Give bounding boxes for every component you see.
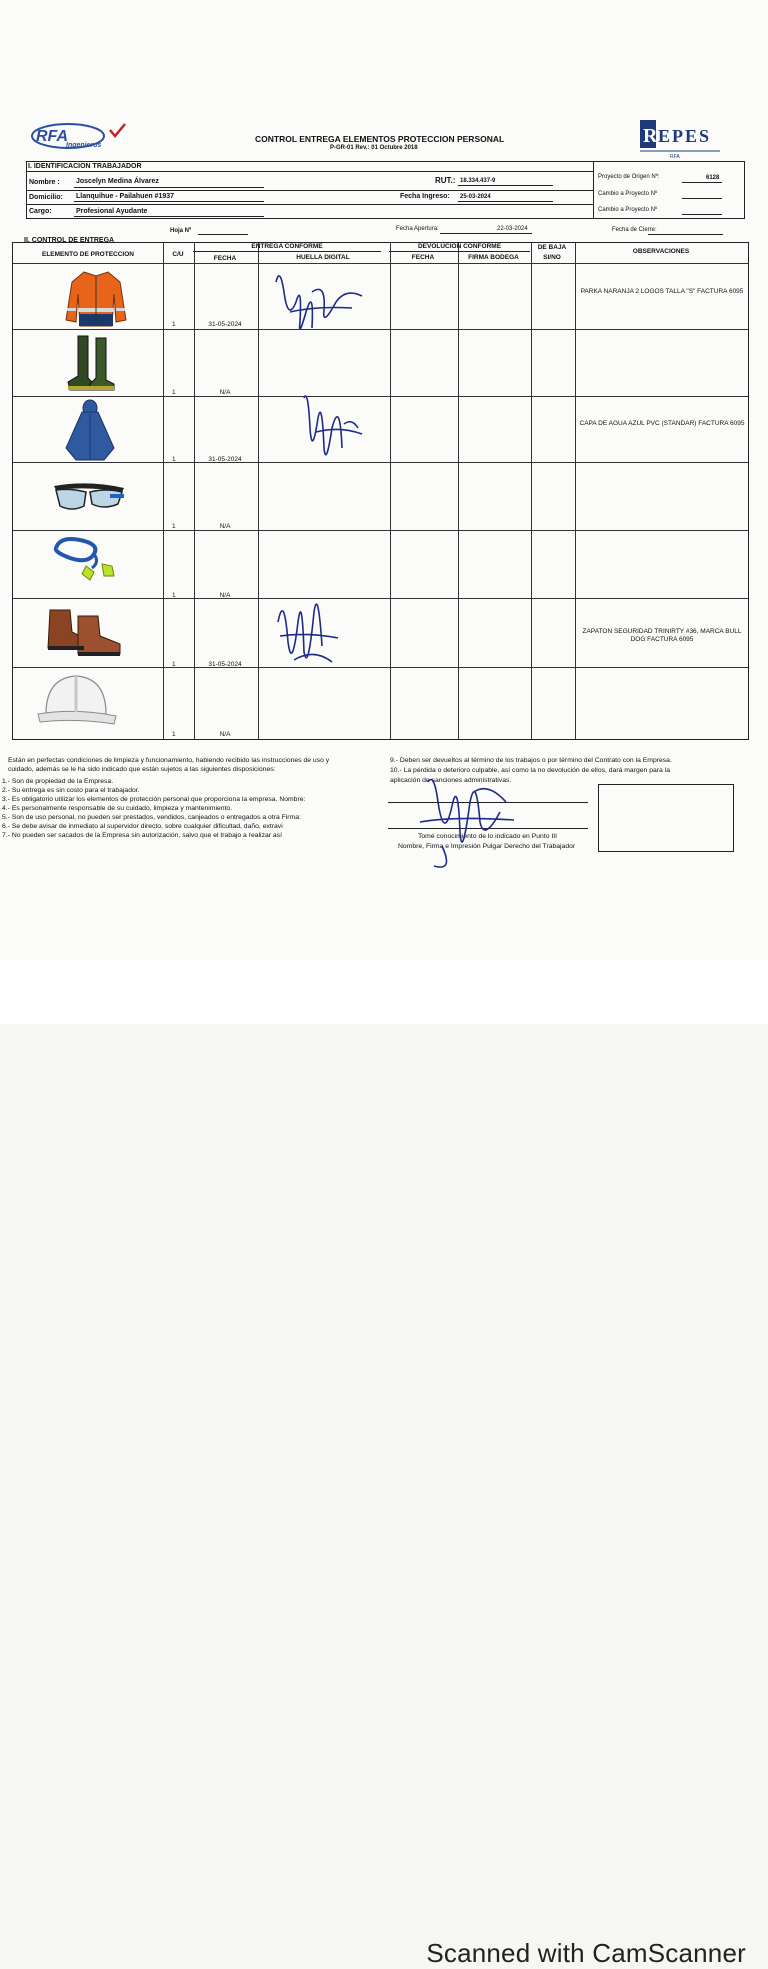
rule-7: 7.- No pueden ser sacados de la Empresa sin autorización, salvo que el trabajo a realizar así: [2, 832, 282, 839]
row-6-fecha: 31-05-2024: [208, 661, 242, 668]
header-devolucion-conforme: DEVOLUCION CONFORME: [417, 243, 502, 250]
camscanner-watermark: Scanned with CamScanner: [426, 1938, 746, 1968]
rule-3: 3.- Es obligatorio utilizar los elementos de protección personal que proporciona la empresa. Nombre:: [2, 796, 306, 803]
row-3-signature: [296, 388, 386, 477]
domicilio-value: Llanquihue - Pailahuen #1937: [76, 193, 175, 200]
thumbprint-box: [598, 784, 734, 852]
rule-4: 4.- Es personalmente responsable de su cuidado, limpieza y mantenimiento.: [2, 805, 233, 812]
row-3-fecha: 31-05-2024: [208, 456, 242, 463]
proyecto-origen-label: Proyecto de Origen Nº:: [598, 174, 660, 180]
row-1-fecha: 31-05-2024: [208, 321, 242, 328]
rule-6: 6.- Se debe avisar de inmediato al supervidor directo, sobre cualquier dificultad, daño, extravi: [2, 823, 283, 830]
work-boots-icon: [44, 606, 124, 663]
safety-glasses-icon: [52, 480, 126, 519]
header-cu: C/U: [172, 251, 184, 258]
header-observaciones: OBSERVACIONES: [632, 248, 690, 255]
cambio-proyecto-1-label: Cambio a Proyecto Nº: [598, 191, 658, 197]
safety-jacket-icon: [64, 268, 128, 333]
hoja-label: Hoja Nº: [170, 228, 192, 234]
cambio-proyecto-2-label: Cambio a Proyecto Nº: [598, 207, 658, 213]
fecha-ingreso-label: Fecha Ingreso:: [400, 193, 450, 200]
header-de-baja: DE BAJA: [537, 244, 567, 251]
scanned-page: [0, 0, 768, 960]
nombre-label: Nombre :: [29, 179, 60, 186]
row-4-cu: 1: [172, 523, 176, 530]
rut-value: 18.334.437-9: [460, 178, 496, 184]
logo-caption: Ingenieros: [66, 142, 102, 149]
row-5-fecha: N/A: [219, 592, 231, 599]
name-signature-caption: Nombre, Firma e Impresión Pulgar Derecho del Trabajador: [398, 843, 576, 850]
cargo-label: Cargo:: [29, 208, 52, 215]
row-7-fecha: N/A: [219, 731, 231, 738]
section-control-title: II. CONTROL DE ENTREGA: [24, 237, 115, 244]
row-5-cu: 1: [172, 592, 176, 599]
row-2-fecha: N/A: [219, 389, 231, 396]
row-1-cu: 1: [172, 321, 176, 328]
row-6-observaciones: ZAPATON SEGURIDAD TRINIRTY #36, MARCA BULL DOG FACTURA 6095: [582, 628, 742, 643]
svg-text:RFA: RFA: [670, 154, 680, 160]
fecha-apertura-label: Fecha Apertura:: [396, 226, 439, 232]
rubber-boots-icon: [66, 334, 118, 397]
company-logo-right: [640, 118, 722, 158]
fecha-ingreso-value: 25-03-2024: [460, 194, 491, 200]
svg-text:EPES: EPES: [658, 126, 712, 146]
document-title: CONTROL ENTREGA ELEMENTOS PROTECCION PERSONAL: [255, 134, 505, 144]
proyecto-origen-value: 6128: [706, 175, 720, 181]
rain-poncho-icon: [64, 400, 116, 467]
conditions-intro-2: cuidado, además se le ha sido indicado que están sujetos a las siguientes disposiciones:: [8, 766, 276, 773]
rut-label: RUT.:: [435, 176, 456, 185]
fecha-apertura-value: 22-03-2024: [497, 226, 528, 232]
fecha-cierre-label: Fecha de Cierre:: [612, 227, 657, 233]
row-3-cu: 1: [172, 456, 176, 463]
rule-5: 5.- Son de uso personal, no pueden ser prestados, vendidos, canjeados o entregados a otra Firma:: [2, 814, 301, 821]
row-2-cu: 1: [172, 389, 176, 396]
svg-text:RFA: RFA: [36, 128, 68, 145]
row-1-signature: [266, 262, 366, 349]
rule-2: 2.- Su entrega es sin costo para el trabajador.: [2, 787, 140, 794]
row-6-cu: 1: [172, 661, 176, 668]
svg-text:R: R: [643, 125, 658, 147]
rule-1: 1.- Son de propiedad de la Empresa.: [2, 778, 114, 785]
rule-10: 10.- La pérdida o deterioro culpable, así como la no devolución de ellos, dará margen para la: [390, 767, 670, 774]
row-3-observaciones: CAPA DE AGUA AZUL PVC (STANDAR) FACTURA 6095: [579, 420, 745, 427]
header-entrega-conforme: ENTREGA CONFORME: [251, 243, 323, 250]
section-identificacion-title: I. IDENTIFICACION TRABAJADOR: [28, 163, 142, 170]
scanner-footer: [0, 960, 768, 1968]
domicilio-label: Domicilio:: [29, 194, 63, 201]
cargo-value: Profesional Ayudante: [76, 208, 148, 215]
header-si-no: SI/NO: [543, 254, 561, 261]
header-elemento: ELEMENTO DE PROTECCION: [42, 251, 134, 258]
worker-signature: [414, 762, 524, 879]
header-fecha: FECHA: [213, 255, 237, 262]
row-1-observaciones: PARKA NARANJA 2 LOGOS TALLA "S" FACTURA 6095: [580, 288, 744, 295]
ear-plugs-icon: [50, 536, 124, 589]
rule-9: 9.- Deben ser devueltos al término de los trabajos o por término del Contrato con la Empresa.: [390, 757, 672, 764]
header-firma-bodega: FIRMA BODEGA: [468, 254, 519, 261]
acknowledgement-text: Tomé conocimiento de lo indicado en Punto III: [418, 833, 558, 840]
header-huella: HUELLA DIGITAL: [296, 254, 350, 261]
document-code: P-GR-01 Rev.: 01 Octubre 2018: [330, 145, 418, 151]
row-4-fecha: N/A: [219, 523, 231, 530]
row-7-cu: 1: [172, 731, 176, 738]
nombre-value: Joscelyn Medina Álvarez: [76, 178, 159, 185]
conditions-intro-1: Están en perfectas condiciones de limpieza y funcionamiento, habiendo recibido las instrucciones de uso y: [8, 757, 330, 764]
row-6-signature: [268, 582, 348, 683]
header-dev-fecha: FECHA: [411, 254, 435, 261]
hard-hat-icon: [34, 672, 118, 739]
rule-10-cont: aplicación de sanciones administrativas.: [390, 777, 512, 784]
